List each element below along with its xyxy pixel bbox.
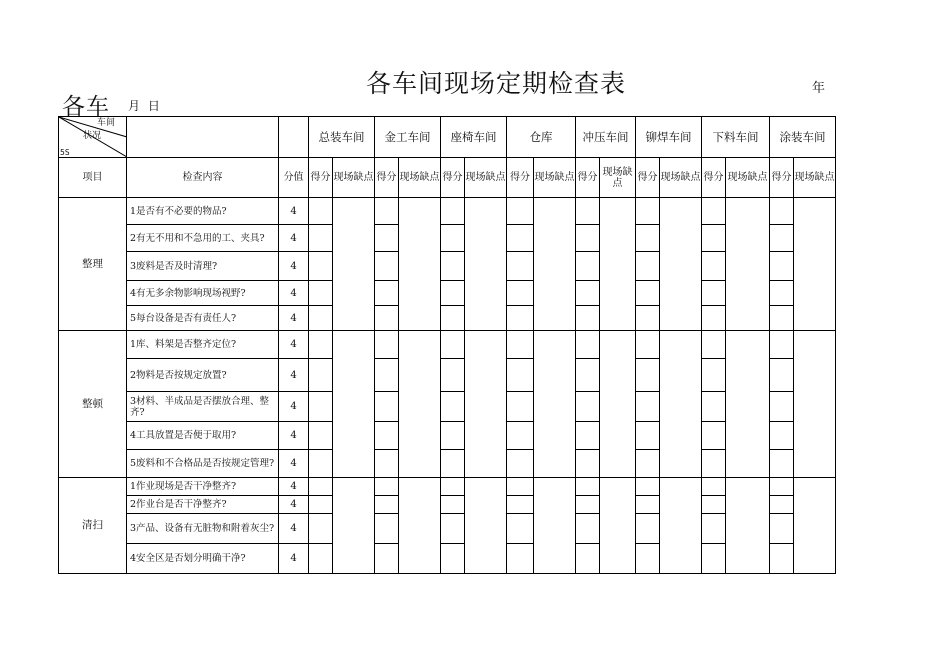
- header-blank-content: [127, 117, 279, 158]
- score-cell[interactable]: [702, 198, 726, 225]
- score-cell[interactable]: [507, 478, 534, 496]
- defect-subheader: 现场缺点: [333, 158, 375, 198]
- score-cell[interactable]: [702, 306, 726, 331]
- score-cell[interactable]: [441, 514, 465, 544]
- table-row: [59, 281, 836, 306]
- score-cell[interactable]: [309, 359, 333, 392]
- defect-subheader: 现场缺点: [534, 158, 576, 198]
- defect-subheader: 现场缺点: [726, 158, 770, 198]
- score-cell[interactable]: [576, 359, 600, 392]
- score-cell[interactable]: [770, 252, 794, 281]
- score-cell[interactable]: [507, 281, 534, 306]
- workshop-header: 总装车间: [309, 117, 375, 158]
- score-subheader: 得分: [702, 158, 726, 198]
- score-cell[interactable]: [441, 359, 465, 392]
- score-cell[interactable]: [770, 478, 794, 496]
- score-cell[interactable]: [702, 514, 726, 544]
- score-cell[interactable]: [636, 496, 660, 514]
- score-cell[interactable]: [375, 359, 399, 392]
- score-cell[interactable]: [576, 514, 600, 544]
- score-cell[interactable]: [507, 306, 534, 331]
- score-subheader: 得分: [309, 158, 333, 198]
- score-cell[interactable]: [576, 198, 600, 225]
- content-cell: 2作业台是否干净整齐?: [127, 496, 279, 514]
- defect-cell[interactable]: [534, 331, 576, 478]
- score-cell[interactable]: [636, 450, 660, 478]
- score-cell[interactable]: [636, 422, 660, 450]
- table-row: [59, 514, 836, 544]
- score-cell[interactable]: [309, 544, 333, 574]
- table-row: [59, 359, 836, 392]
- score-cell[interactable]: [770, 514, 794, 544]
- table-row: [59, 392, 836, 422]
- score-cell[interactable]: [770, 359, 794, 392]
- score-cell[interactable]: [770, 544, 794, 574]
- score-subheader: 得分: [770, 158, 794, 198]
- score-cell[interactable]: [702, 496, 726, 514]
- month-day-label: 月 日: [128, 99, 162, 113]
- table-row: [59, 422, 836, 450]
- score-cell[interactable]: [441, 478, 465, 496]
- score-cell[interactable]: [636, 198, 660, 225]
- defect-cell[interactable]: [726, 198, 770, 331]
- content-cell: 3材料、半成品是否摆放合理、整齐?: [127, 392, 279, 422]
- defect-cell[interactable]: [600, 478, 636, 574]
- value-cell: 4: [279, 544, 309, 574]
- score-cell[interactable]: [770, 281, 794, 306]
- value-cell: 4: [279, 496, 309, 514]
- value-cell: 4: [279, 392, 309, 422]
- inspection-table: [58, 116, 836, 574]
- score-cell[interactable]: [636, 281, 660, 306]
- score-cell[interactable]: [507, 198, 534, 225]
- score-cell[interactable]: [770, 496, 794, 514]
- content-cell: 5每台设备是否有责任人?: [127, 306, 279, 331]
- score-cell[interactable]: [636, 392, 660, 422]
- score-cell[interactable]: [309, 225, 333, 252]
- defect-cell[interactable]: [399, 331, 441, 478]
- score-cell[interactable]: [702, 544, 726, 574]
- content-cell: 5废料和不合格品是否按规定管理?: [127, 450, 279, 478]
- category-cell: 整顿: [59, 331, 127, 478]
- defect-subheader: 现场缺点: [600, 158, 636, 198]
- score-cell[interactable]: [770, 422, 794, 450]
- score-cell[interactable]: [309, 392, 333, 422]
- score-cell[interactable]: [309, 252, 333, 281]
- score-cell[interactable]: [576, 478, 600, 496]
- score-cell[interactable]: [636, 544, 660, 574]
- score-cell[interactable]: [507, 359, 534, 392]
- value-cell: 4: [279, 281, 309, 306]
- value-cell: 4: [279, 252, 309, 281]
- defect-cell[interactable]: [600, 198, 636, 331]
- score-cell[interactable]: [636, 225, 660, 252]
- score-cell[interactable]: [375, 331, 399, 359]
- value-cell: 4: [279, 359, 309, 392]
- score-cell[interactable]: [507, 331, 534, 359]
- score-cell[interactable]: [441, 225, 465, 252]
- score-cell[interactable]: [309, 478, 333, 496]
- table-row: [59, 331, 836, 359]
- score-cell[interactable]: [309, 496, 333, 514]
- value-cell: 4: [279, 198, 309, 225]
- value-cell: 4: [279, 225, 309, 252]
- defect-cell[interactable]: [333, 331, 375, 478]
- score-cell[interactable]: [441, 331, 465, 359]
- score-cell[interactable]: [441, 544, 465, 574]
- score-cell[interactable]: [702, 392, 726, 422]
- defect-cell[interactable]: [465, 331, 507, 478]
- score-cell[interactable]: [770, 331, 794, 359]
- diag-bottom-label: 5S: [60, 148, 70, 157]
- content-cell: 4有无多余物影响现场视野?: [127, 281, 279, 306]
- defect-subheader: 现场缺点: [399, 158, 441, 198]
- defect-cell[interactable]: [534, 478, 576, 574]
- score-cell[interactable]: [507, 392, 534, 422]
- score-cell[interactable]: [375, 252, 399, 281]
- defect-cell[interactable]: [726, 331, 770, 478]
- header-row-subheaders: [59, 158, 836, 198]
- defect-subheader: 现场缺点: [794, 158, 836, 198]
- left-title: 各车: [62, 94, 110, 120]
- score-cell[interactable]: [507, 252, 534, 281]
- defect-subheader: 现场缺点: [465, 158, 507, 198]
- score-cell[interactable]: [702, 478, 726, 496]
- score-subheader: 得分: [636, 158, 660, 198]
- score-cell[interactable]: [576, 496, 600, 514]
- defect-cell[interactable]: [465, 198, 507, 331]
- score-cell[interactable]: [441, 281, 465, 306]
- diag-middle-label: 状况: [83, 131, 102, 141]
- value-cell: 4: [279, 478, 309, 496]
- content-cell: 2物料是否按规定放置?: [127, 359, 279, 392]
- defect-cell[interactable]: [660, 331, 702, 478]
- score-cell[interactable]: [375, 478, 399, 496]
- score-cell[interactable]: [375, 514, 399, 544]
- score-cell[interactable]: [576, 422, 600, 450]
- score-cell[interactable]: [441, 422, 465, 450]
- content-cell: 4工具放置是否便于取用?: [127, 422, 279, 450]
- score-subheader: 得分: [375, 158, 399, 198]
- score-cell[interactable]: [309, 450, 333, 478]
- content-cell: 3产品、设备有无脏物和附着灰尘?: [127, 514, 279, 544]
- score-cell[interactable]: [375, 450, 399, 478]
- score-cell[interactable]: [576, 331, 600, 359]
- score-cell[interactable]: [636, 514, 660, 544]
- score-cell[interactable]: [576, 225, 600, 252]
- content-cell: 1库、料架是否整齐定位?: [127, 331, 279, 359]
- score-cell[interactable]: [507, 422, 534, 450]
- score-subheader: 得分: [441, 158, 465, 198]
- score-cell[interactable]: [507, 514, 534, 544]
- table-row: [59, 544, 836, 574]
- score-cell[interactable]: [576, 252, 600, 281]
- workshop-header: 座椅车间: [441, 117, 507, 158]
- content-cell: 4安全区是否划分明确干净?: [127, 544, 279, 574]
- defect-cell[interactable]: [794, 331, 836, 478]
- category-cell: 清扫: [59, 478, 127, 574]
- content-cell: 1是否有不必要的物品?: [127, 198, 279, 225]
- score-cell[interactable]: [507, 225, 534, 252]
- category-cell: 整理: [59, 198, 127, 331]
- defect-cell[interactable]: [794, 478, 836, 574]
- score-cell[interactable]: [702, 331, 726, 359]
- defect-cell[interactable]: [660, 478, 702, 574]
- workshop-header: 铆焊车间: [636, 117, 702, 158]
- score-cell[interactable]: [309, 422, 333, 450]
- score-cell[interactable]: [375, 225, 399, 252]
- score-cell[interactable]: [309, 514, 333, 544]
- workshop-header: 仓库: [507, 117, 576, 158]
- score-cell[interactable]: [375, 281, 399, 306]
- defect-cell[interactable]: [465, 478, 507, 574]
- score-cell[interactable]: [702, 281, 726, 306]
- workshop-header: 涂装车间: [770, 117, 836, 158]
- value-cell: 4: [279, 331, 309, 359]
- diagonal-header-cell: [59, 117, 127, 158]
- score-cell[interactable]: [636, 252, 660, 281]
- defect-cell[interactable]: [600, 331, 636, 478]
- value-cell: 4: [279, 306, 309, 331]
- score-cell[interactable]: [576, 392, 600, 422]
- value-cell: 4: [279, 450, 309, 478]
- score-cell[interactable]: [375, 306, 399, 331]
- defect-cell[interactable]: [333, 198, 375, 331]
- defect-cell[interactable]: [534, 198, 576, 331]
- score-cell[interactable]: [375, 496, 399, 514]
- score-cell[interactable]: [309, 331, 333, 359]
- score-cell[interactable]: [702, 225, 726, 252]
- score-cell[interactable]: [702, 422, 726, 450]
- header-blank-value: [279, 117, 309, 158]
- value-cell: 4: [279, 422, 309, 450]
- score-cell[interactable]: [309, 198, 333, 225]
- score-cell[interactable]: [441, 392, 465, 422]
- score-cell[interactable]: [441, 450, 465, 478]
- score-cell[interactable]: [770, 450, 794, 478]
- score-cell[interactable]: [375, 392, 399, 422]
- score-cell[interactable]: [636, 478, 660, 496]
- score-cell[interactable]: [507, 496, 534, 514]
- defect-subheader: 现场缺点: [660, 158, 702, 198]
- score-cell[interactable]: [770, 225, 794, 252]
- score-cell[interactable]: [375, 544, 399, 574]
- score-cell[interactable]: [441, 496, 465, 514]
- score-cell[interactable]: [375, 198, 399, 225]
- content-cell: 2有无不用和不急用的工、夹具?: [127, 225, 279, 252]
- score-cell[interactable]: [507, 544, 534, 574]
- year-label: 年: [812, 81, 826, 96]
- defect-cell[interactable]: [399, 478, 441, 574]
- score-subheader: 得分: [576, 158, 600, 198]
- score-cell[interactable]: [375, 422, 399, 450]
- content-header: 检查内容: [127, 158, 279, 198]
- table-row: [59, 450, 836, 478]
- score-cell[interactable]: [702, 252, 726, 281]
- score-cell[interactable]: [309, 306, 333, 331]
- workshop-header: 下料车间: [702, 117, 770, 158]
- defect-cell[interactable]: [794, 198, 836, 331]
- score-cell[interactable]: [636, 306, 660, 331]
- score-cell[interactable]: [576, 281, 600, 306]
- score-cell[interactable]: [770, 306, 794, 331]
- value-header: 分值: [279, 158, 309, 198]
- score-cell[interactable]: [576, 450, 600, 478]
- item-header: 项目: [59, 158, 127, 198]
- defect-cell[interactable]: [726, 478, 770, 574]
- score-cell[interactable]: [441, 198, 465, 225]
- value-cell: 4: [279, 514, 309, 544]
- table-row: [59, 198, 836, 225]
- score-cell[interactable]: [441, 252, 465, 281]
- score-cell[interactable]: [507, 450, 534, 478]
- defect-cell[interactable]: [660, 198, 702, 331]
- workshop-header: 冲压车间: [576, 117, 636, 158]
- score-cell[interactable]: [636, 359, 660, 392]
- content-cell: 3废料是否及时清理?: [127, 252, 279, 281]
- score-cell[interactable]: [576, 544, 600, 574]
- score-cell[interactable]: [576, 306, 600, 331]
- page-title: 各车间现场定期检查表: [366, 69, 627, 98]
- score-cell[interactable]: [441, 306, 465, 331]
- table-row: [59, 478, 836, 496]
- score-cell[interactable]: [770, 198, 794, 225]
- content-cell: 1作业现场是否干净整齐?: [127, 478, 279, 496]
- table-row: [59, 225, 836, 252]
- diag-top-label: 车间: [97, 118, 116, 128]
- score-cell[interactable]: [770, 392, 794, 422]
- score-cell[interactable]: [702, 450, 726, 478]
- defect-cell[interactable]: [333, 478, 375, 574]
- workshop-header: 金工车间: [375, 117, 441, 158]
- score-cell[interactable]: [636, 331, 660, 359]
- score-subheader: 得分: [507, 158, 534, 198]
- table-row: [59, 496, 836, 514]
- table-row: [59, 252, 836, 281]
- defect-cell[interactable]: [399, 198, 441, 331]
- score-cell[interactable]: [702, 359, 726, 392]
- header-row-workshops: [59, 117, 836, 158]
- score-cell[interactable]: [309, 281, 333, 306]
- table-row: [59, 306, 836, 331]
